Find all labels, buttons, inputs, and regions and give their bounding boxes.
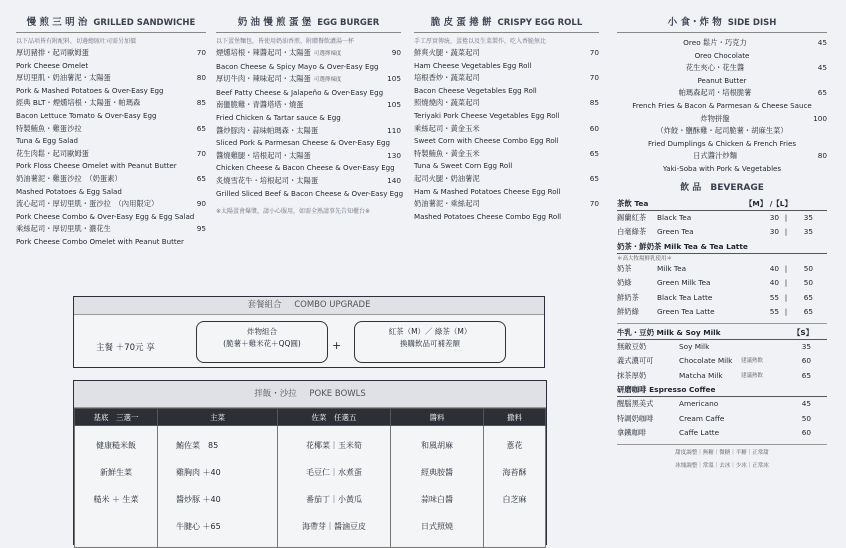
menu-item-name xyxy=(216,99,304,112)
eggroll-title-en: CRISPY EGG ROLL xyxy=(497,18,583,28)
milktea-section-header xyxy=(617,240,827,254)
menu-item-row xyxy=(16,223,206,236)
burger-header xyxy=(216,14,401,33)
milk-list xyxy=(617,340,827,384)
drink-price-m: 40 xyxy=(769,278,779,288)
menu-item-name xyxy=(16,72,111,85)
poke-column-header: 主菜 xyxy=(158,409,278,426)
menu-item-name-zh: 帕瑪森起司・培根脆薯 xyxy=(678,88,752,98)
beverage-header xyxy=(617,180,827,193)
drink-row xyxy=(617,305,827,320)
side-list xyxy=(617,37,827,176)
poke-option: 牛腱心 ＋65 xyxy=(176,522,221,531)
poke-side-cell xyxy=(278,426,391,548)
drink-name-zh: 抹茶厚奶 xyxy=(617,370,647,380)
drink-price: 35 xyxy=(801,341,811,351)
combo-header xyxy=(74,297,544,315)
menu-item-row xyxy=(16,148,206,161)
menu-item-english: Ham & Mashed Potatoes Cheese Egg Roll xyxy=(414,186,561,196)
poke-option: 番茄丁｜小黃瓜 xyxy=(306,495,362,504)
drink-name-en: Caffe Latte xyxy=(679,428,720,438)
drink-row xyxy=(617,262,827,277)
menu-item-english: Pork Cheese Combo & Over-Easy Egg & Egg Salad xyxy=(16,211,195,221)
menu-item-english: Chicken Cheese & Bacon Cheese & Over-Easy Egg xyxy=(216,163,395,173)
menu-item-english: Peanut Butter xyxy=(697,75,747,85)
menu-item-name-zh: 炙燒雪花牛・培根起司・太陽蛋 xyxy=(216,175,319,185)
menu-item-name-zh: 奶油薯泥・雞蛋沙拉 （奶蛋素） xyxy=(16,173,122,183)
drink-price-m: 40 xyxy=(769,263,779,273)
side-title: 小 食・炸 物 xyxy=(667,17,722,28)
menu-item-name xyxy=(16,123,82,136)
menu-item-row xyxy=(16,198,206,211)
drink-price-l: 65 xyxy=(803,307,813,317)
menu-item-name-zh: 煙燻培根・辣醬起司・太陽蛋 xyxy=(216,48,311,57)
combo-option-drink xyxy=(354,321,506,363)
drink-price-l: 65 xyxy=(803,292,813,302)
side-header xyxy=(617,14,827,33)
menu-item-english: Beef Patty Cheese & Jalapeño & Over-Easy Egg xyxy=(216,87,384,97)
menu-item-name xyxy=(16,47,89,60)
drink-tag xyxy=(741,426,781,441)
combo-option-fried xyxy=(196,321,328,363)
menu-item-row xyxy=(216,47,401,61)
menu-item-name-zh: 醬燒雞腿・培根起司・太陽蛋 xyxy=(216,150,311,160)
drink-name-zh: 特調奶咖啡 xyxy=(617,413,654,423)
menu-item-row xyxy=(617,62,827,75)
drink-name-en: Green Tea Latte xyxy=(657,307,715,317)
menu-item-price: 90 xyxy=(196,199,206,209)
menu-item-price: 65 xyxy=(196,123,206,133)
coffee-section-header xyxy=(617,383,827,397)
menu-item-english: Tuna & Sweet Corn Egg Roll xyxy=(414,161,513,171)
menu-item-name xyxy=(414,198,480,211)
burger-section xyxy=(216,14,404,217)
poke-option: 蔥花 xyxy=(506,441,523,450)
menu-item-row xyxy=(617,150,827,163)
menu-item-price: 105 xyxy=(387,74,401,84)
sandwich-title: 慢 煎 三 明 治 xyxy=(26,17,88,28)
poke-option: 健康糙米飯 xyxy=(96,441,136,450)
milktea-list xyxy=(617,262,827,320)
menu-item-name-zh: 奶油薯泥・乘絲起司 xyxy=(414,199,480,209)
menu-item-row xyxy=(414,198,599,211)
menu-item-name-zh: 厚切里肌・奶油薯泥・太陽蛋 xyxy=(16,73,111,83)
poke-option: 海帶芽｜醬滷豆皮 xyxy=(302,522,366,531)
sandwich-title-en: GRILLED SANDWICHE xyxy=(93,18,196,28)
menu-item-name xyxy=(414,148,480,161)
menu-item-price: 70 xyxy=(196,148,206,158)
combo-option-fried-label: 炸物組合 xyxy=(247,327,277,336)
drink-price-divider: | xyxy=(784,278,788,288)
menu-item-price: 70 xyxy=(589,73,599,83)
drink-row xyxy=(617,291,827,306)
drink-name-en: Black Tea xyxy=(657,212,692,222)
drink-name-zh: 醒腦黑美式 xyxy=(617,399,654,409)
menu-item-name xyxy=(16,223,111,236)
menu-item-name-zh: 流心起司・厚切里肌・蛋沙拉 （內用限定） xyxy=(16,199,159,209)
poke-sauce-cell xyxy=(391,426,484,548)
eggroll-list xyxy=(414,47,599,223)
drink-tag xyxy=(741,412,781,427)
eggroll-note: 手工厚實傳統，蛋捲以及生菜製作，吃入香脆無比 xyxy=(414,38,547,45)
menu-item-name xyxy=(414,173,480,186)
menu-item-english: French Fries & Bacon & Parmesan & Cheese Sauce xyxy=(632,100,812,110)
menu-item-name xyxy=(414,72,480,85)
menu-item-english: Mashed Potatoes Cheese Combo Egg Roll xyxy=(414,211,562,221)
drink-name-zh: 義式濃可可 xyxy=(617,356,654,366)
menu-item-tag: 可選擇辣度 xyxy=(313,77,342,84)
menu-item-english: Pork & Mashed Potatoes & Over-Easy Egg xyxy=(16,85,164,95)
drink-tag: 建議熱飲 xyxy=(741,372,764,379)
menu-item-english: Mashed Potatoes & Egg Salad xyxy=(16,186,122,196)
poke-option: 花椰菜｜玉米筍 xyxy=(306,441,362,450)
drink-price-l: 50 xyxy=(803,263,813,273)
drink-price-divider: | xyxy=(784,227,788,237)
tea-label: 茶飲 Tea xyxy=(617,198,649,208)
menu-item-english: Pork Cheese Combo Omelet with Peanut Butter xyxy=(16,236,184,246)
side-title-en: SIDE DISH xyxy=(727,18,777,28)
menu-item-name xyxy=(617,113,813,126)
poke-option: 鮪佐菜 85 xyxy=(176,441,219,450)
menu-item-row xyxy=(216,125,401,138)
poke-option: 毛豆仁｜水煮蛋 xyxy=(306,468,362,477)
drink-price: 50 xyxy=(801,413,811,423)
menu-item-row xyxy=(617,113,827,126)
menu-item-price: 85 xyxy=(589,98,599,108)
menu-item-price: 70 xyxy=(589,199,599,209)
menu-item-row xyxy=(414,173,599,186)
sandwich-section xyxy=(16,14,206,249)
menu-item-name xyxy=(414,97,480,110)
drink-name-en: Green Tea xyxy=(657,227,694,237)
drink-row xyxy=(617,369,827,384)
menu-item-price: 65 xyxy=(589,173,599,183)
menu-item-name xyxy=(414,47,480,60)
burger-title: 奶 油 慢 煎 蛋 堡 xyxy=(237,17,312,28)
eggroll-header xyxy=(414,14,599,33)
poke-table xyxy=(74,408,546,548)
menu-item-english: Sliced Pork & Parmesan Cheese & Over-Easy Egg xyxy=(216,138,390,148)
drink-name-en: Soy Milk xyxy=(679,341,710,351)
drink-price-divider: | xyxy=(784,292,788,302)
menu-item-name xyxy=(617,150,813,163)
combo-box xyxy=(73,296,545,368)
poke-option: 雞胸肉 ＋40 xyxy=(176,468,221,477)
menu-item-name-zh: 厚切豬排・起司歐姆蛋 xyxy=(16,48,89,57)
menu-item-row xyxy=(16,97,206,110)
menu-item-price: 95 xyxy=(196,224,206,234)
poke-title: 拌飯・沙拉 xyxy=(254,389,297,399)
poke-column-header: 醬料 xyxy=(391,409,484,426)
drink-row xyxy=(617,340,827,355)
drink-name-en: Cream Caffe xyxy=(679,413,725,423)
drink-name-en: Black Tea Latte xyxy=(657,292,713,302)
menu-item-english: Yaki-Soba with Pork & Vegetables xyxy=(662,163,782,173)
menu-item-price: 65 xyxy=(196,173,206,183)
drink-tag xyxy=(741,397,781,412)
poke-title-en: POKE BOWLS xyxy=(309,389,366,399)
poke-option: 日式照燒 xyxy=(421,522,453,531)
drink-price-divider: | xyxy=(784,263,788,273)
sandwich-list xyxy=(16,47,206,249)
menu-item-name xyxy=(16,173,122,186)
menu-item-name xyxy=(617,87,813,100)
drink-name-en: Americano xyxy=(679,399,719,409)
menu-item-name-zh: 特製鮪魚・黃金玉米 xyxy=(414,148,480,158)
menu-item-price: 140 xyxy=(387,175,401,185)
beverage-title: 飲 品 xyxy=(680,182,702,193)
menu-item-english: Fried Chicken & Tartar sauce & Egg xyxy=(216,112,341,122)
menu-item-name xyxy=(16,198,158,211)
drink-row xyxy=(617,354,827,369)
menu-item-english: Bacon Lettuce Tomato & Over-Easy Egg xyxy=(16,110,157,120)
menu-item-price: 45 xyxy=(817,38,827,47)
menu-item-row xyxy=(16,72,206,85)
tea-list xyxy=(617,211,827,240)
eggroll-title: 脆 皮 蛋 捲 餅 xyxy=(430,17,492,28)
combo-main-label: 主餐 ＋70元 享 xyxy=(96,343,155,353)
menu-item-price: 70 xyxy=(589,48,599,57)
menu-item-price: 90 xyxy=(391,48,401,57)
poke-top-cell xyxy=(484,426,546,548)
drink-price: 60 xyxy=(801,428,811,438)
menu-item-english: Fried Dumplings & Chicken & French Fries xyxy=(647,138,797,148)
milktea-note: ＊高大牧場鮮乳使用＊ xyxy=(617,255,673,262)
drink-tag: 建議熱飲 xyxy=(741,358,764,365)
combo-title: 套餐組合 xyxy=(247,300,282,310)
drink-price-m: 55 xyxy=(769,307,779,317)
sugar-options: 甜度調整｜無糖｜微糖｜半糖｜正常甜 xyxy=(675,449,769,456)
menu-item-price: 100 xyxy=(813,113,827,123)
menu-item-english: Pork Cheese Omelet xyxy=(16,60,89,70)
poke-option: 白芝麻 xyxy=(502,495,527,504)
side-beverage-section xyxy=(617,14,827,473)
menu-item-name-zh: （炸餃・鹽酥雞・起司脆薯・胡麻生菜） xyxy=(656,126,788,136)
combo-title-en: COMBO UPGRADE xyxy=(294,300,371,310)
poke-option: 糙米 ＋ 生菜 xyxy=(93,495,139,504)
milktea-label: 奶茶・鮮奶茶 Milk Tea & Tea Latte xyxy=(617,241,748,251)
menu-item-english: Teriyaki Pork Cheese Vegetables Egg Roll xyxy=(414,110,560,120)
tea-size-label: 【M】 /【L】 xyxy=(745,198,792,208)
milk-section-header xyxy=(617,326,827,340)
menu-item-english: Bacon Cheese Vegetables Egg Roll xyxy=(414,85,537,95)
poke-column-header: 基底 三選一 xyxy=(75,409,158,426)
menu-item-name-zh: 乘絲起司・黃金玉米 xyxy=(414,123,480,133)
menu-item-price: 45 xyxy=(817,63,827,73)
poke-option: 海苔酥 xyxy=(502,468,527,477)
menu-item-name-zh: 厚切牛肉・辣味起司・太陽蛋 xyxy=(216,74,311,84)
menu-item-price: 60 xyxy=(589,123,599,133)
menu-item-row xyxy=(16,47,206,60)
menu-item-name xyxy=(16,97,140,110)
menu-item-name-zh: 培根香炒・蔬菜起司 xyxy=(414,73,480,83)
poke-option: 蒜味白醬 xyxy=(421,495,453,504)
drink-price: 45 xyxy=(801,399,811,409)
sandwich-note: 以下品項皆有附配料，切邊總匯吐司需另加價 xyxy=(16,38,137,45)
menu-item-english: Grilled Sliced Beef & Bacon Cheese & Over-Easy Egg xyxy=(216,188,404,198)
eggroll-section xyxy=(414,14,599,223)
menu-item-row xyxy=(617,87,827,100)
menu-item-price: 65 xyxy=(817,88,827,98)
menu-item-price: 110 xyxy=(387,125,401,135)
poke-column-header: 佐菜 任選五 xyxy=(278,409,391,426)
menu-item-english: Oreo Chocolate xyxy=(694,50,750,60)
menu-item-row xyxy=(414,97,599,110)
drink-row xyxy=(617,397,827,412)
drink-price-l: 35 xyxy=(803,227,813,237)
milk-size-label: 【S】 xyxy=(793,327,814,337)
burger-note: 以下蛋堡麵包，皆使用奶油香煎，附贈餐飲濃湯一杯 xyxy=(216,38,355,45)
beverage-title-en: BEVERAGE xyxy=(710,182,764,193)
menu-item-name-zh: 炸物拼盤 xyxy=(700,113,730,123)
poke-option: 經典胺醬 xyxy=(421,468,453,477)
coffee-label: 研磨咖啡 Espresso Coffee xyxy=(617,385,716,395)
menu-item-price: 85 xyxy=(196,98,206,108)
menu-item-row xyxy=(216,73,401,87)
combo-plus: + xyxy=(332,339,342,352)
drink-name-en: Green Milk Tea xyxy=(657,278,711,288)
tea-section-header xyxy=(617,197,827,211)
menu-item-name xyxy=(656,125,787,138)
drink-price: 65 xyxy=(801,370,811,380)
menu-item-name xyxy=(216,175,318,188)
coffee-list xyxy=(617,397,827,441)
drink-row xyxy=(617,211,827,226)
menu-item-english: Ham Cheese Vegetables Egg Roll xyxy=(414,60,532,70)
menu-item-name xyxy=(617,37,813,50)
drink-price-m: 55 xyxy=(769,292,779,302)
menu-item-name xyxy=(617,62,813,75)
poke-main-cell xyxy=(158,426,278,548)
drink-name-zh: 奶綠 xyxy=(617,278,632,288)
drink-name-zh: 拿鐵咖啡 xyxy=(617,428,647,438)
menu-item-name-zh: Oreo 鬆片・巧克力 xyxy=(683,38,747,47)
drink-name-zh: 無敵豆奶 xyxy=(617,341,647,351)
menu-item-name-zh: 特製鮪魚・雞蛋沙拉 xyxy=(16,123,82,133)
menu-item-name xyxy=(16,148,89,161)
menu-item-english: Tuna & Egg Salad xyxy=(16,136,79,146)
menu-item-english: Pork Floss Cheese Omelet with Peanut Butter xyxy=(16,161,177,171)
burger-title-en: EGG BURGER xyxy=(317,18,380,28)
poke-option: 和風胡麻 xyxy=(421,441,453,450)
menu-item-row xyxy=(617,37,827,50)
menu-item-name-zh: 醬炒豚肉・蒜味帕瑪森・太陽蛋 xyxy=(216,125,319,135)
menu-item-english: Sweet Corn with Cheese Combo Egg Roll xyxy=(414,136,559,146)
menu-item-price: 80 xyxy=(817,151,827,161)
menu-item-name xyxy=(216,125,318,138)
drink-name-zh: 奶茶 xyxy=(617,263,632,273)
milk-label: 牛乳・豆奶 Milk & Soy Milk xyxy=(617,327,721,337)
menu-item-price: 70 xyxy=(196,48,206,57)
drink-name-en: Chocolate Milk xyxy=(679,356,733,366)
menu-item-name-zh: 鮮爽火腿・蔬菜起司 xyxy=(414,48,480,57)
menu-item-name-zh: 照燒燒肉・蔬菜起司 xyxy=(414,98,480,108)
drink-row xyxy=(617,412,827,427)
menu-item-row xyxy=(216,99,401,112)
menu-item-price: 130 xyxy=(387,150,401,160)
combo-option-drink-label: 紅茶（M）／ 綠茶（M） xyxy=(388,327,472,336)
drink-price-divider: | xyxy=(784,212,788,222)
menu-item-row xyxy=(16,123,206,136)
drink-tag xyxy=(741,340,781,355)
menu-item-row xyxy=(617,125,827,138)
menu-item-name-zh: 南蠻脆雞・青醬塔塔・燒蛋 xyxy=(216,100,304,110)
poke-column-header: 撒料 xyxy=(484,409,546,426)
drink-price-l: 50 xyxy=(803,278,813,288)
poke-header xyxy=(74,381,546,408)
burger-footnote: ※太陽蛋會爆漿，請小心服用，如需全熟請事先告知櫃台※ xyxy=(216,208,371,216)
drink-row xyxy=(617,225,827,240)
menu-item-name-zh: 經典 BLT・煙燻培根・太陽蛋・帕瑪森 xyxy=(16,98,141,108)
menu-item-row xyxy=(216,150,401,163)
drink-name-en: Matcha Milk xyxy=(679,370,723,380)
menu-item-name xyxy=(216,73,341,87)
drink-name-zh: 錫蘭紅茶 xyxy=(617,212,647,222)
ice-options: 冰塊調整｜常溫｜去冰｜少冰｜正常冰 xyxy=(675,462,769,469)
combo-option-drink-detail: 換購飲品可補差額 xyxy=(400,339,460,348)
sandwich-header xyxy=(16,14,206,33)
drink-name-zh: 鮮奶茶 xyxy=(617,292,639,302)
menu-item-name xyxy=(216,150,311,163)
drink-name-zh: 鮮奶綠 xyxy=(617,307,639,317)
poke-box xyxy=(73,380,547,545)
menu-item-name-zh: 日式醬汁炒麵 xyxy=(693,151,737,161)
menu-item-name xyxy=(216,47,341,61)
drink-price: 60 xyxy=(801,356,811,366)
menu-item-price: 80 xyxy=(196,73,206,83)
menu-item-name-zh: 起司火腿・奶油薯泥 xyxy=(414,173,480,183)
menu-item-row xyxy=(414,47,599,60)
menu-item-tag: 可選擇辣度 xyxy=(313,51,342,57)
menu-item-name-zh: 乘絲起司・厚切里肌・濃花生 xyxy=(16,224,111,234)
drink-price-m: 30 xyxy=(769,212,779,222)
menu-item-price: 65 xyxy=(589,148,599,158)
menu-item-name-zh: 花生肉鬆・起司歐姆蛋 xyxy=(16,148,89,158)
drink-price-m: 30 xyxy=(769,227,779,237)
drink-name-en: Milk Tea xyxy=(657,263,687,273)
drink-price-l: 35 xyxy=(803,212,813,222)
poke-option: 醬炒豚 ＋40 xyxy=(176,495,221,504)
drink-price-divider: | xyxy=(784,307,788,317)
menu-item-row xyxy=(414,148,599,161)
menu-item-row xyxy=(414,72,599,85)
poke-base-cell xyxy=(75,426,158,548)
combo-option-fried-detail: (脆薯＋雞米花＋QQ圓) xyxy=(223,339,301,348)
menu-item-row xyxy=(216,175,401,188)
menu-item-price: 105 xyxy=(387,100,401,110)
menu-item-row xyxy=(16,173,206,186)
drink-name-zh: 白毫綠茶 xyxy=(617,227,647,237)
drink-row xyxy=(617,276,827,291)
menu-item-row xyxy=(414,123,599,136)
menu-item-name-zh: 花生夾心・花生醬 xyxy=(685,63,745,73)
burger-list xyxy=(216,47,404,200)
menu-item-name xyxy=(414,123,480,136)
poke-option: 新鮮生菜 xyxy=(100,468,132,477)
menu-item-english: Bacon Cheese & Spicy Mayo & Over-Easy Egg xyxy=(216,61,379,71)
drink-row xyxy=(617,426,827,441)
